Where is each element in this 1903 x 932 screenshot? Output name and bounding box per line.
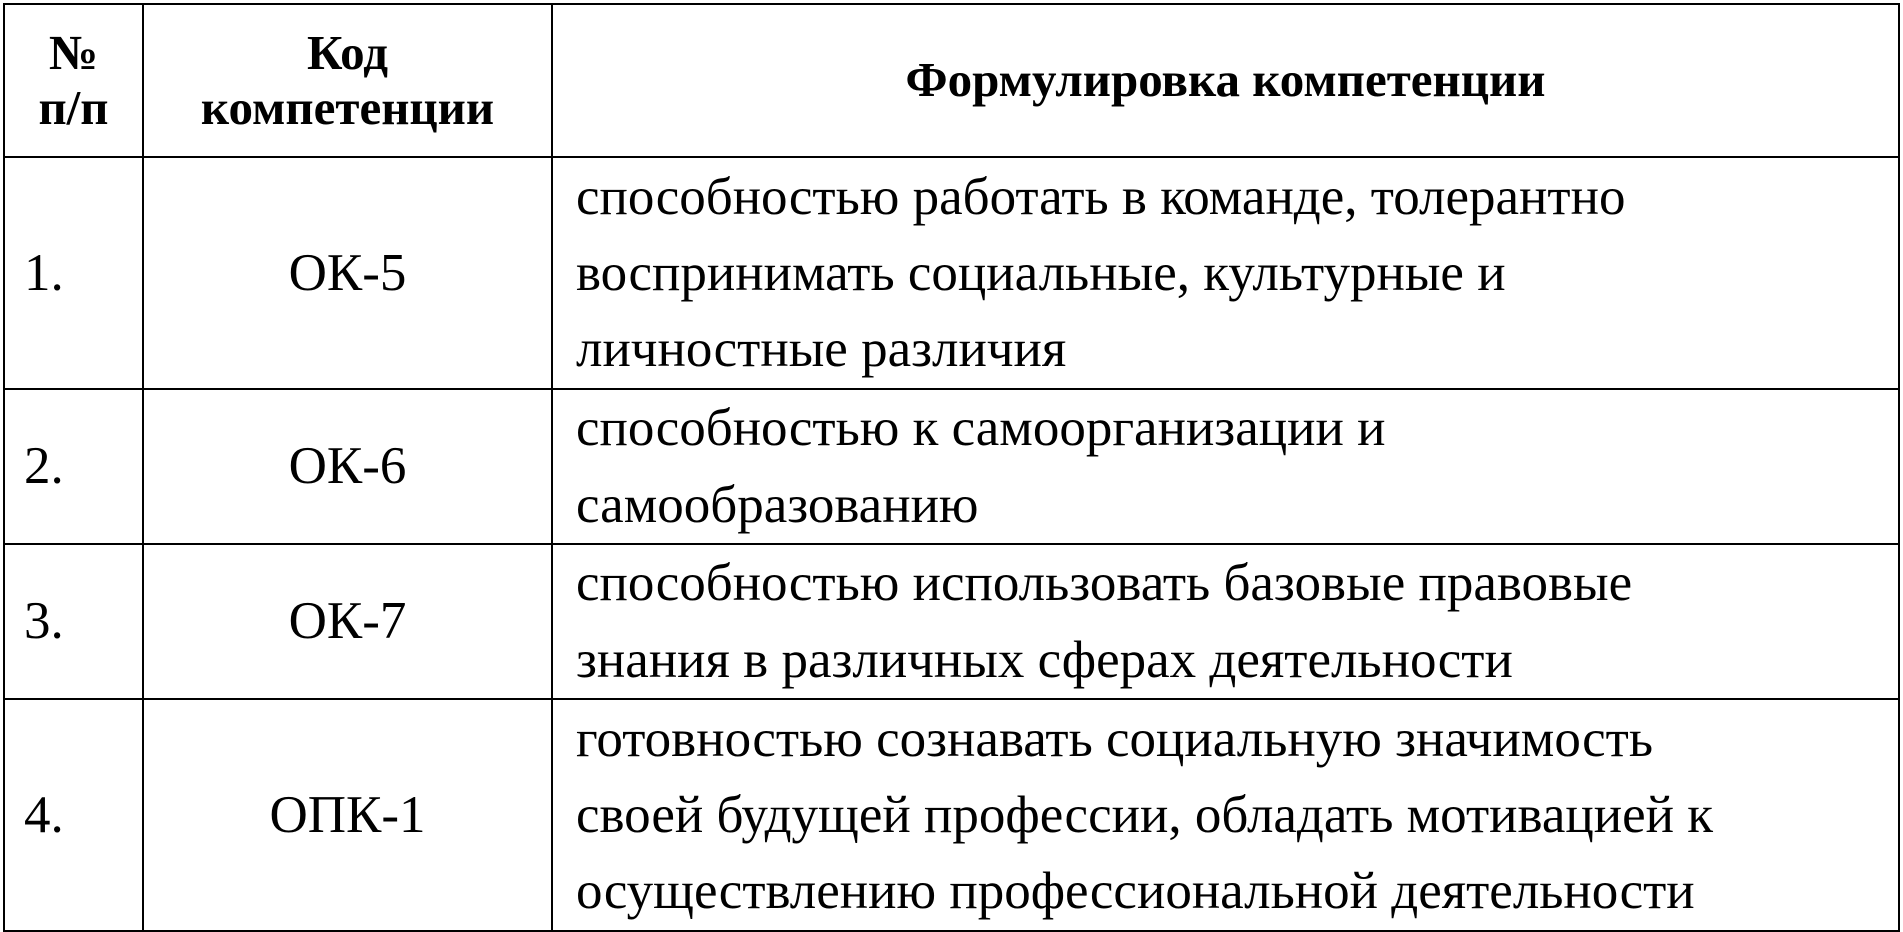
row-text-line: своей будущей профессии, обладать мотивацией к xyxy=(576,785,1713,844)
row-code: ОК-7 xyxy=(143,544,552,699)
row-code: ОК-5 xyxy=(143,157,552,389)
header-text: Формулировка компетенции xyxy=(552,4,1899,157)
table-row xyxy=(4,157,1899,389)
row-text-line: способностью использовать базовые правовые xyxy=(576,554,1633,613)
row-text xyxy=(552,544,1899,699)
header-code-line-1: Код xyxy=(307,24,388,80)
row-code: ОПК-1 xyxy=(143,699,552,931)
row-number: 2. xyxy=(4,389,143,544)
header-number xyxy=(4,4,143,157)
competency-table xyxy=(3,3,1900,932)
row-text-line: способностью работать в команде, толерантно xyxy=(576,167,1626,226)
row-text xyxy=(552,389,1899,544)
header-number-line-2: п/п xyxy=(38,79,109,135)
row-code: ОК-6 xyxy=(143,389,552,544)
row-text-line: способностью к самоорганизации и xyxy=(576,399,1386,458)
header-code-line-2: компетенции xyxy=(200,79,495,135)
row-number: 3. xyxy=(4,544,143,699)
row-text-line: воспринимать социальные, культурные и xyxy=(576,243,1506,302)
row-text-line: личностные различия xyxy=(576,320,1067,379)
row-number: 1. xyxy=(4,157,143,389)
row-text xyxy=(552,157,1899,389)
row-text-line: знания в различных сферах деятельности xyxy=(576,630,1513,689)
table-row xyxy=(4,389,1899,544)
header-code xyxy=(143,4,552,157)
row-text xyxy=(552,699,1899,931)
row-text-line: готовностью сознавать социальную значимость xyxy=(576,709,1654,768)
row-number: 4. xyxy=(4,699,143,931)
row-text-line: осуществлению профессиональной деятельности xyxy=(576,862,1695,921)
table-row xyxy=(4,699,1899,931)
table-header-row xyxy=(4,4,1899,157)
row-text-line: самообразованию xyxy=(576,475,979,534)
table-row xyxy=(4,544,1899,699)
header-number-line-1: № xyxy=(48,24,99,80)
